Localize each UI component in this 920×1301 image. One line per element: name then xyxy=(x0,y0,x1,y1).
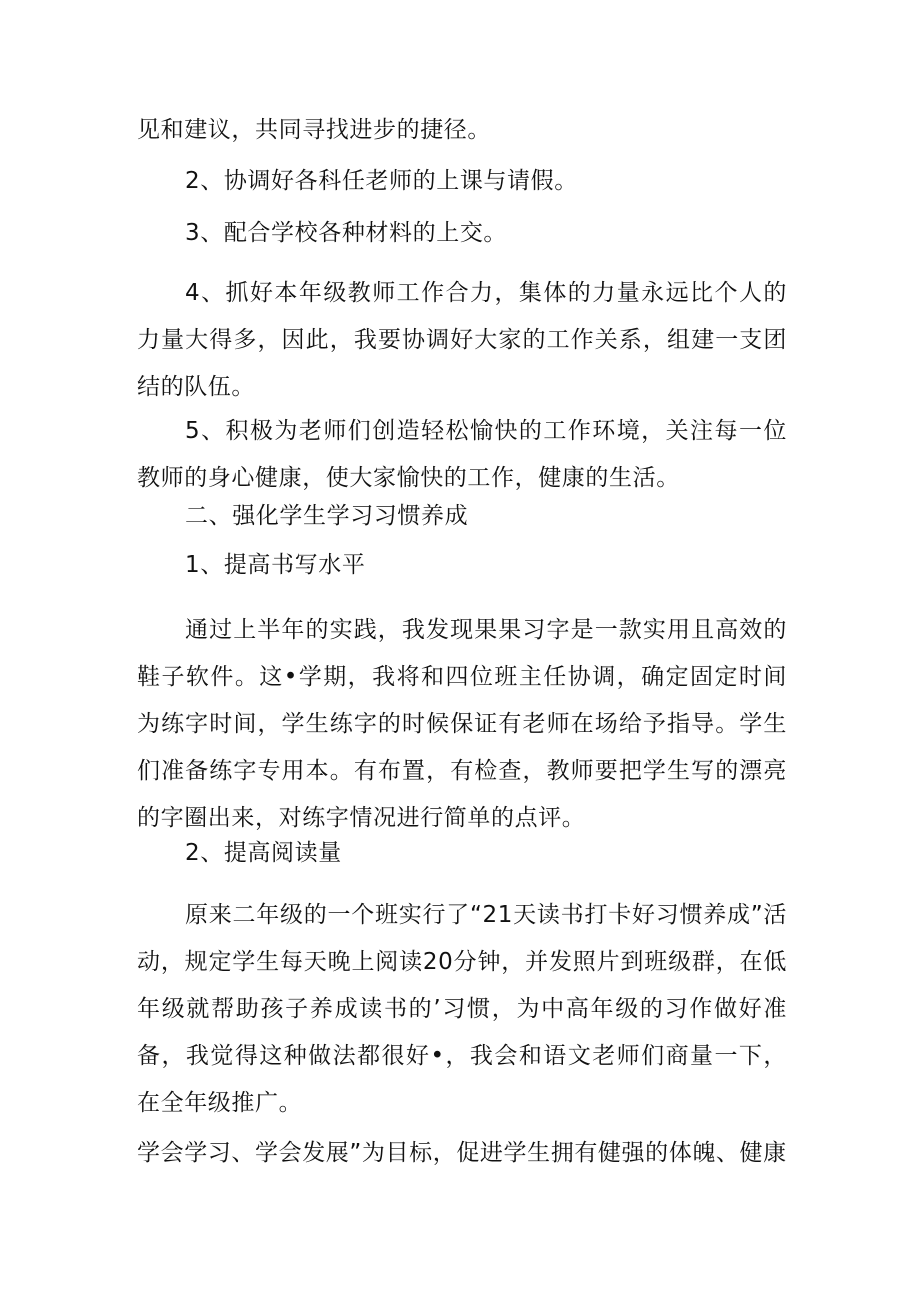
paragraph-reading: 原来二年级的一个班实行了“21天读书打卡好习惯养成”活动，规定学生每天晚上阅读20分钟，并发照片到班级群，在低年级就帮助孩子养成读书的’习惯，为中高年级的习作做好准备，我觉得这种做法都很好•，我会和语文老师们商量一下，在全年级推广。 xyxy=(137,902,787,1116)
paragraph-item-4: 4、抓好本年级教师工作合力，集体的力量永远比个人的力量大得多，因此，我要协调好大家的工作关系，组建一支团结的队伍。 xyxy=(137,280,787,400)
subheading-writing: 1、提高书写水平 xyxy=(185,552,366,578)
paragraph-writing: 通过上半年的实践，我发现果果习字是一款实用且高效的鞋子软件。这•学期，我将和四位班主任协调，确定固定时间为练字时间，学生练字的时候保证有老师在场给予指导。学生们准备练字专用本。有布置，有检查，教师要把学生写的漂亮的字圈出来，对练字情况进行简单的点评。 xyxy=(137,617,787,831)
paragraph-item-3: 3、配合学校各种材料的上交。 xyxy=(185,220,508,246)
paragraph-item-2: 2、协调好各科任老师的上课与请假。 xyxy=(185,168,578,194)
section-heading: 二、强化学生学习习惯养成 xyxy=(185,503,469,529)
paragraph-continuation: 见和建议，共同寻找进步的捷径。 xyxy=(137,117,491,143)
subheading-reading: 2、提高阅读量 xyxy=(185,840,342,866)
paragraph-goal: 学会学习、学会发展”为目标，促进学生拥有健强的体魄、健康 xyxy=(137,1140,787,1166)
paragraph-item-5: 5、积极为老师们创造轻松愉快的工作环境，关注每一位教师的身心健康，使大家愉快的工作，健康的生活。 xyxy=(137,418,787,491)
